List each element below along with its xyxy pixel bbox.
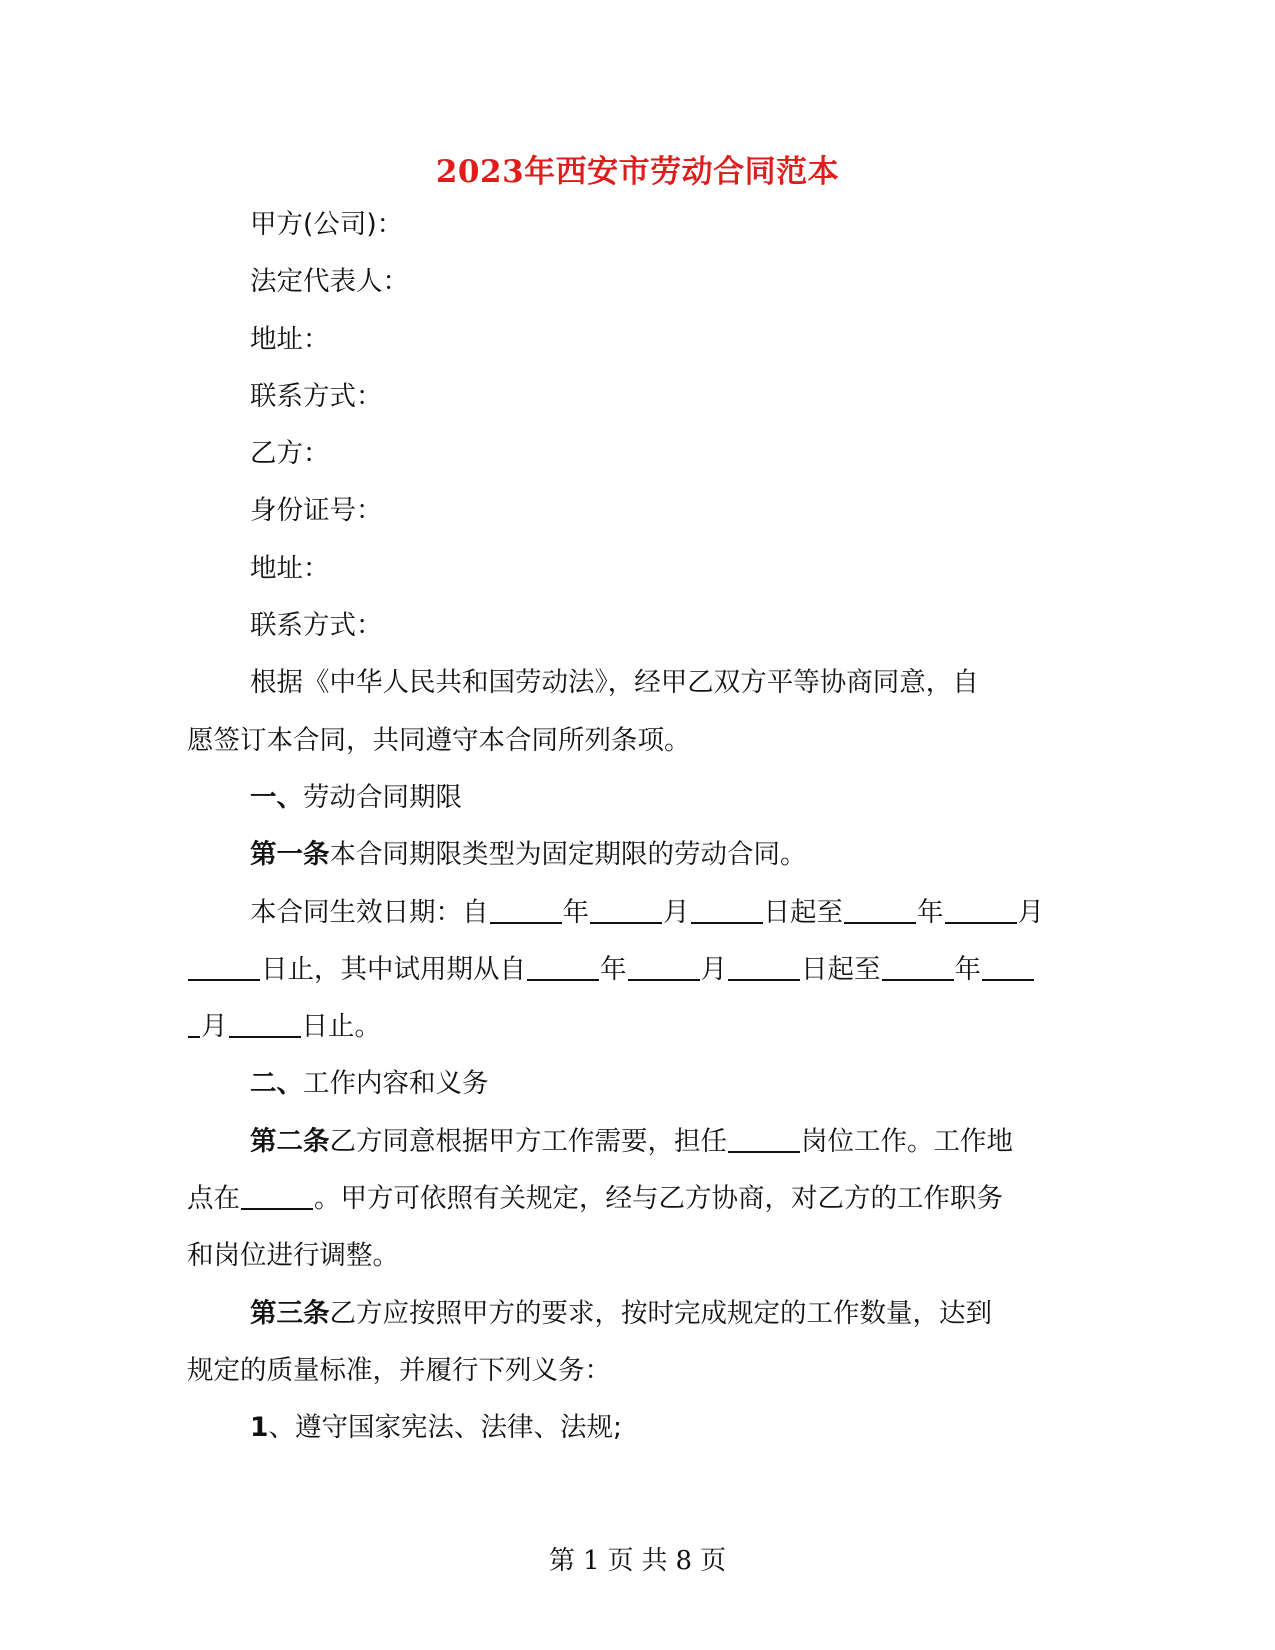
blank-probation-end-month-a: [982, 978, 1034, 981]
blank-position: [728, 1150, 800, 1153]
article-2-text-4: 。甲方可依照有关规定，经与乙方协商，对乙方的工作职务: [314, 1183, 1003, 1215]
blank-probation-end-year: [882, 978, 954, 981]
document-body: [187, 196, 1087, 1457]
blank-workplace: [241, 1207, 313, 1210]
document-title: 2023年西安市劳动合同范本: [435, 154, 840, 190]
effective-date-line-2: [187, 941, 1087, 998]
blank-end-month: [945, 921, 1017, 924]
preamble-line-1: 根据《中华人民共和国劳动法》，经甲乙双方平等协商同意，自: [250, 667, 979, 699]
effective-date-line-3: [187, 998, 1087, 1055]
section-2-title: 工作内容和义务: [303, 1068, 489, 1100]
article-1-label: 第一条: [250, 839, 330, 871]
effective-prefix: 本合同生效日期：自: [250, 896, 489, 928]
footer-ye: 页: [607, 1546, 634, 1576]
article-3-text-1: 乙方应按照甲方的要求，按时完成规定的工作数量，达到: [329, 1297, 992, 1329]
month-text: 月: [700, 953, 727, 985]
footer-gong: 共: [641, 1546, 668, 1576]
section-1-heading: [187, 769, 1087, 826]
legal-rep-line: 法定代表人：: [250, 266, 409, 298]
item-1-text: 、遵守国家宪法、法律、法规;: [268, 1412, 622, 1444]
year-text: 年: [954, 953, 981, 985]
article-2-text-1: 乙方同意根据甲方工作需要，担任: [329, 1125, 727, 1157]
party-b-line: 乙方：: [250, 438, 330, 470]
item-1-number: 1: [250, 1412, 269, 1444]
day-from-text: 日起至: [801, 953, 881, 985]
article-2-text-2: 岗位工作。工作地: [801, 1125, 1013, 1157]
blank-start-day: [691, 921, 763, 924]
party-b-contact-line: 联系方式：: [250, 610, 383, 642]
article-2-label: 第二条: [250, 1125, 330, 1157]
section-2-number: 二、: [250, 1068, 303, 1100]
day-from-text: 日起至: [763, 896, 843, 928]
article-3-label: 第三条: [250, 1297, 330, 1329]
section-2-heading: [187, 1055, 1087, 1112]
day-stop-text: 日止。: [301, 1011, 381, 1043]
party-a-address-line: 地址：: [250, 323, 330, 355]
article-1: [187, 826, 1087, 883]
section-1-title: 劳动合同期限: [303, 781, 462, 813]
year-text: 年: [917, 896, 944, 928]
article-3-line-2: 规定的质量标准，并履行下列义务：: [187, 1354, 611, 1386]
party-b-id-line: 身份证号：: [250, 495, 383, 527]
page-number: 1: [582, 1546, 600, 1576]
party-a-company-line: 甲方(公司)：: [250, 209, 404, 240]
total-pages: 8: [675, 1546, 693, 1576]
footer-di: 第: [548, 1546, 575, 1576]
party-b-address-line: 地址：: [250, 552, 330, 584]
article-1-text: 本合同期限类型为固定期限的劳动合同。: [329, 839, 807, 871]
article-2-text-3: 点在: [187, 1183, 240, 1215]
article-2-line-1: [187, 1113, 1087, 1170]
blank-end-day: [188, 978, 260, 981]
list-item: [187, 1399, 1087, 1456]
blank-probation-start-year: [527, 978, 599, 981]
blank-end-year: [844, 921, 916, 924]
blank-start-year: [490, 921, 562, 924]
article-2-line-2: [187, 1170, 1087, 1227]
year-text: 年: [562, 896, 589, 928]
blank-probation-end-month-b: [188, 1035, 200, 1038]
blank-probation-start-month: [628, 978, 700, 981]
party-a-contact-line: 联系方式：: [250, 380, 383, 412]
month-text: 月: [663, 896, 690, 928]
blank-probation-start-day: [728, 978, 800, 981]
month-text: 月: [201, 1011, 228, 1043]
blank-probation-end-day: [229, 1035, 301, 1038]
footer-ye-2: 页: [700, 1546, 727, 1576]
effective-date-line-1: [187, 884, 1087, 941]
article-3-line-1: [187, 1285, 1087, 1342]
section-1-number: 一、: [250, 781, 303, 813]
month-text: 月: [1017, 896, 1044, 928]
day-end-text: 日止，其中试用期从自: [261, 953, 526, 985]
preamble-line-2: 愿签订本合同，共同遵守本合同所列条项。: [187, 724, 691, 756]
article-2-line-3: 和岗位进行调整。: [187, 1240, 399, 1272]
year-text: 年: [600, 953, 627, 985]
blank-start-month: [590, 921, 662, 924]
page-footer: [0, 1540, 1275, 1577]
